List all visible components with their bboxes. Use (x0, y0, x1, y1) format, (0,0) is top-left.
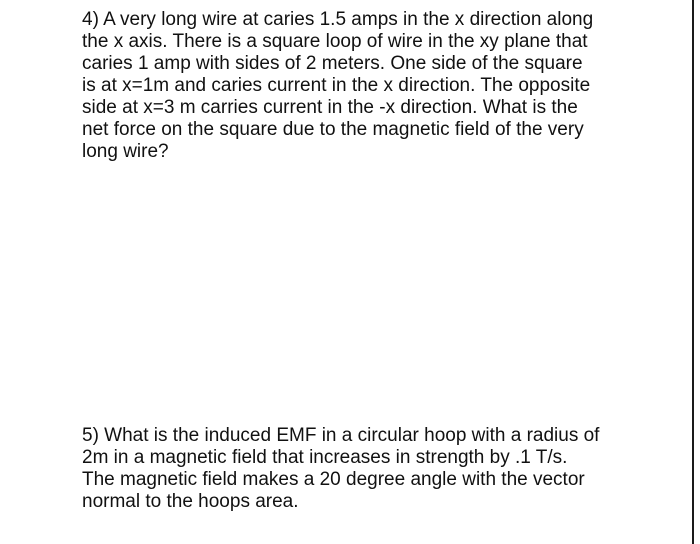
question-5-text (82, 425, 630, 513)
question-4-line: caries 1 amp with sides of 2 meters. One side of the square (82, 53, 583, 74)
question-5-line: The magnetic field makes a 20 degree angle with the vector (82, 469, 585, 490)
question-4-line: long wire? (82, 141, 169, 162)
question-4-line: the x axis. There is a square loop of wire in the xy plane that (82, 31, 588, 52)
question-5-line: normal to the hoops area. (82, 491, 299, 512)
question-4-text (82, 9, 630, 163)
question-5-line: 2m in a magnetic field that increases in strength by .1 T/s. (82, 447, 568, 468)
question-5-line: 5) What is the induced EMF in a circular hoop with a radius of (82, 425, 600, 446)
question-4-line: 4) A very long wire at caries 1.5 amps in the x direction along (82, 9, 594, 30)
page-edge-line (692, 0, 694, 544)
question-4-line: side at x=3 m carries current in the -x direction. What is the (82, 97, 578, 118)
question-4-line: is at x=1m and caries current in the x direction. The opposite (82, 75, 591, 96)
question-4-line: net force on the square due to the magnetic field of the very (82, 119, 584, 140)
